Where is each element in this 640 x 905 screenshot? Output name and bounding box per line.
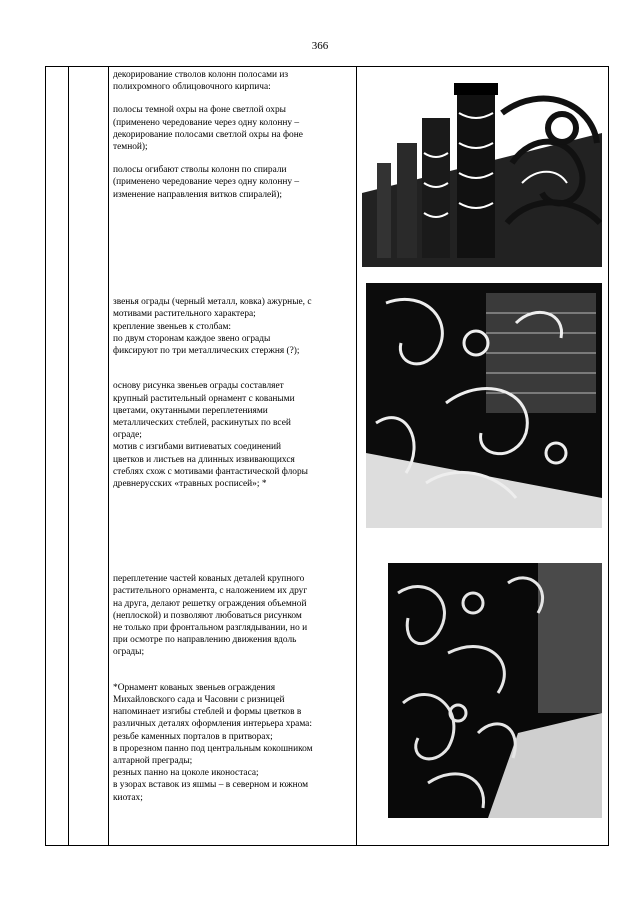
- paragraph: полосы темной охры на фоне светлой охры (применено чередование через одну колонну – декорирование полосами светлой охры на фоне темной);: [113, 105, 303, 153]
- paragraph: звенья ограды (черный металл, ковка) ажурные, с мотивами растительного характера; крепление звеньев к столбам: по двум сторонам каждое звено ограды фиксируют по три металлических стержня (?);: [113, 297, 312, 357]
- page-number: 366: [311, 40, 329, 52]
- paragraph: переплетение частей кованых деталей крупного растительного орнамента, с наложением их друг на друга, делают решетку ограждения объемной (неплоской) и позволяют любоваться рисунком не только при фронтальном разглядывании, но и при осмотре по направлению движения вдоль ограды;: [113, 574, 308, 658]
- text-section-2: [113, 284, 313, 513]
- column-divider: [356, 67, 357, 845]
- paragraph: *Орнамент кованых звеньев ограждения Михайловского сада и Часовни с ризницей напоминает изгибы стеблей и формы цветков в различных деталях оформления интерьера храма: резьбе каменных порталов в притворах; в прорезном панно под центральным кокошником алтарной преграды; резных панно на цоколе иконостаса; в узорах вставок из яшмы – в северном и южном киотах;: [113, 682, 313, 803]
- photo-colonnade: [362, 73, 602, 267]
- column-divider: [68, 67, 69, 845]
- column-divider: [108, 67, 109, 845]
- paragraph: полосы огибают стволы колонн по спирали (применено чередование через одну колонну – изменение направления витков спиралей);: [113, 165, 300, 200]
- photo-fence-perspective: [388, 563, 602, 818]
- text-section-1: [113, 69, 313, 212]
- text-section-3: [113, 561, 313, 827]
- photo-fence-link: [366, 283, 602, 528]
- paragraph: основу рисунка звеньев ограды составляет крупный растительный орнамент с коваными цветами, окутанными переплетениями металлических стеблей, раскинутых по всей ограде; мотив с изгибами витиеватых соединений цветков и листьев на длинных извивающихся стеблях схож с мотивами фантастической флоры древнерусских «травных росписей»; *: [113, 381, 308, 490]
- paragraph: декорирование стволов колонн полосами из полихромного облицовочного кирпича:: [113, 70, 289, 93]
